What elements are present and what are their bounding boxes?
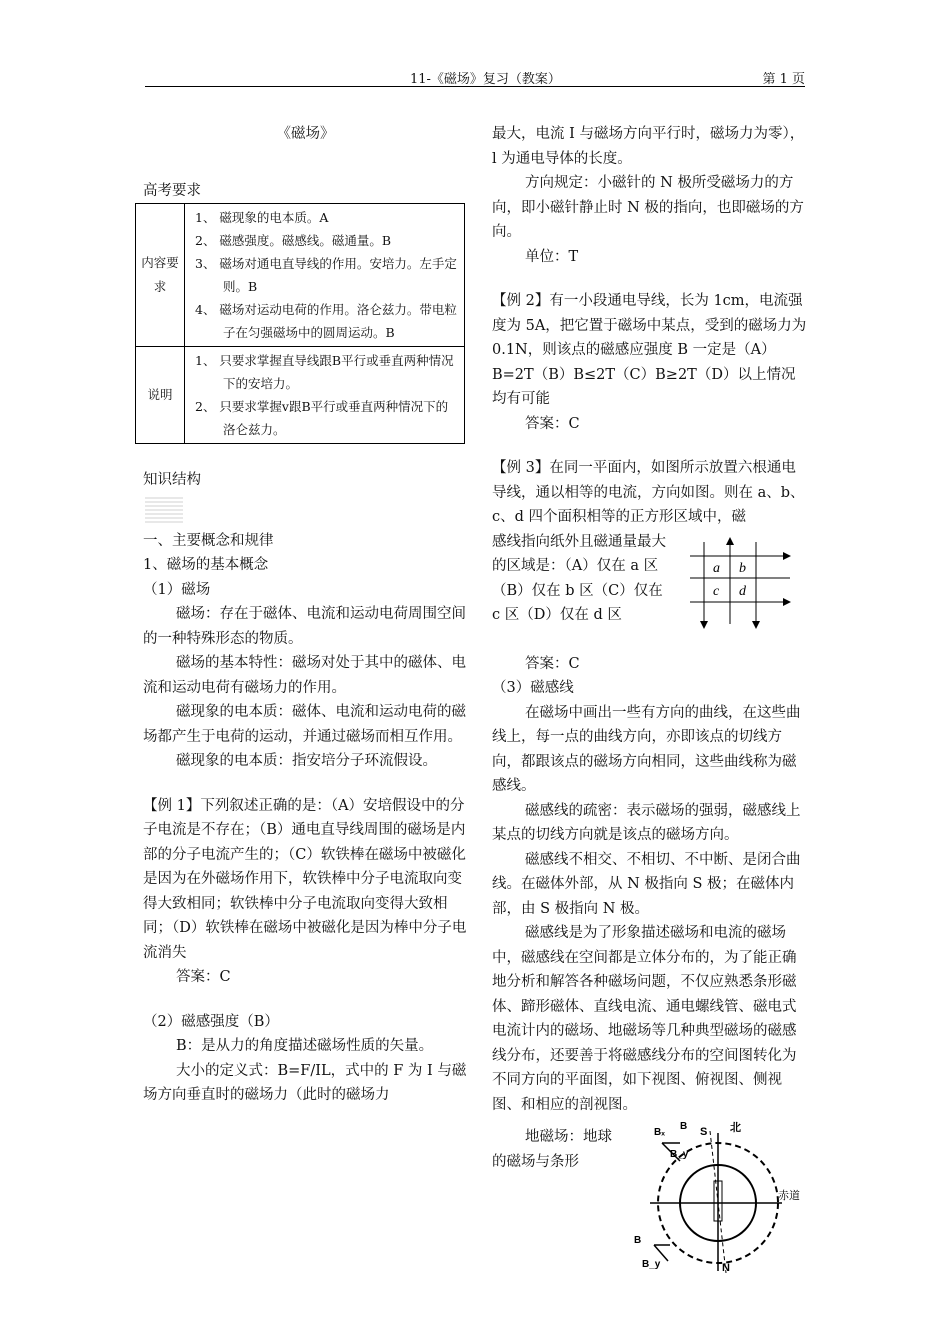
subsection-heading: 1、磁场的基本概念 xyxy=(143,557,269,573)
doc-title: 《磁场》 xyxy=(276,126,335,142)
paragraph: 方向规定：小磁针的 N 极所受磁场力的方向，即小磁针静止时 N 极的指向，也即磁场的方向。 xyxy=(492,175,804,240)
subheading-field: （1）磁场 xyxy=(143,581,211,598)
table-label-content: 内容要求 xyxy=(136,204,185,347)
label-by: B_y xyxy=(642,1259,661,1270)
region-label: d xyxy=(739,583,746,599)
requirements-heading: 高考要求 xyxy=(143,182,201,199)
table-item: 3、 磁场对通电直导线的作用。安培力。左手定则。B xyxy=(195,256,457,294)
region-label: b xyxy=(739,560,746,576)
table-item: 4、 磁场对运动电荷的作用。洛仑兹力。带电粒子在匀强磁场中的圆周运动。B xyxy=(195,302,457,340)
subheading-field-lines: （3）磁感线 xyxy=(492,680,574,696)
label-north: 北 xyxy=(730,1122,741,1134)
label-b: B xyxy=(680,1121,688,1132)
answer-2: 答案：C xyxy=(525,415,580,432)
label-equator: 赤道 xyxy=(778,1190,800,1202)
region-label: c xyxy=(713,583,720,599)
label-bx: Bₓ xyxy=(654,1127,665,1138)
paragraph: 在磁场中画出一些有方向的曲线，在这些曲线上，每一点的曲线方向，亦即该点的切线方向，都跟该点的磁场方向相同，这些曲线称为磁感线。 xyxy=(492,704,801,794)
table-item: 1、 只要求掌握直导线跟B平行或垂直两种情况下的安培力。 xyxy=(195,353,454,391)
answer-3: 答案：C xyxy=(525,655,580,672)
paragraph: 磁场的基本特性：磁场对处于其中的磁体、电流和运动电荷有磁场力的作用。 xyxy=(143,655,466,696)
paragraph: 地磁场：地球的磁场与条形 xyxy=(492,1129,612,1170)
table-label-notes: 说明 xyxy=(136,347,185,444)
wire-grid-figure xyxy=(686,534,798,630)
page-header xyxy=(145,68,805,87)
paragraph: 单位：T xyxy=(525,248,579,265)
example-2: 【例 2】有一小段通电导线，长为 1cm，电流强度为 5A，把它置于磁场中某点，受到的磁场力为 0.1N，则该点的磁感应强度 B 一定是（A）B=2T（B）B≤2T（C）B≥2T（D）以上情况均有可能 xyxy=(492,293,807,407)
table-item: 2、 只要求掌握v跟B平行或垂直两种情况下的洛仑兹力。 xyxy=(195,399,449,437)
example-1: 【例 1】下列叙述正确的是：（A）安培假设中的分子电流是不存在；（B）通电直导线周围的磁场是内部的分子电流产生的；（C）软铁棒在磁场中被磁化是因为在外磁场作用下，软铁棒中分子电流取向变得大致相同；软铁棒中分子电流取向变得大致相同；（D）软铁棒在磁场中被磁化是因为棒中分子电流消失 xyxy=(143,797,467,961)
structure-image-placeholder xyxy=(145,497,183,523)
paragraph: 最大，电流 I 与磁场方向平行时，磁场力为零），l 为通电导体的长度。 xyxy=(492,126,805,167)
earth-magnetic-field-figure xyxy=(632,1121,808,1275)
right-column xyxy=(492,122,808,1275)
paragraph: 磁感线的疏密：表示磁场的强弱，磁感线上某点的切线方向就是该点的磁场方向。 xyxy=(492,802,801,843)
label-n: N xyxy=(722,1262,730,1274)
paragraph: 磁感线不相交、不相切、不中断、是闭合曲线。在磁体外部，从 N 极指向 S 极；在磁体内部，由 S 极指向 N 极。 xyxy=(492,851,801,917)
paragraph: 大小的定义式：B=F/IL，式中的 F 为 I 与磁场方向垂直时的磁场力（此时的磁场力 xyxy=(143,1062,467,1103)
label-by: B_y xyxy=(670,1149,689,1160)
table-item: 2、 磁感强度。磁感线。磁通量。B xyxy=(195,233,392,248)
left-column xyxy=(143,122,468,1108)
paragraph: 磁感线是为了形象描述磁场和电流的磁场中，磁感线在空间都是立体分布的，为了能正确地分析和解答各种磁场问题，不仅应熟悉条形磁体、蹄形磁体、直线电流、通电螺线管、磁电式电流计内的磁场、地磁场等几种典型磁场的磁感线分布，还要善于将磁感线分布的空间图转化为不同方向的平面图，如下视图、俯视图、侧视图、和相应的剖视图。 xyxy=(492,925,797,1113)
region-label: a xyxy=(713,560,720,576)
label-b: B xyxy=(634,1235,642,1246)
paragraph: B：是从力的角度描述磁场性质的矢量。 xyxy=(176,1038,434,1054)
header-page-number: 第 1 页 xyxy=(762,72,805,87)
subheading-b: （2）磁感强度（B） xyxy=(143,1013,279,1030)
paragraph: 磁现象的电本质：指安培分子环流假设。 xyxy=(176,753,437,769)
requirements-table xyxy=(135,203,465,444)
answer-1: 答案：C xyxy=(176,969,231,985)
example-3-intro: 【例 3】在同一平面内，如图所示放置六根通电导线，通以相等的电流，方向如图。则在 a、b、c、d 四个面积相等的正方形区域中，磁 xyxy=(492,460,805,525)
table-item: 1、 磁现象的电本质。A xyxy=(195,210,329,225)
paragraph: 磁场：存在于磁体、电流和运动电荷周围空间的一种特殊形态的物质。 xyxy=(143,606,466,647)
example-3-options: 感线指向纸外且磁通量最大的区域是：（A）仅在 a 区（B）仅在 b 区（C）仅在 c 区（D）仅在 d 区 xyxy=(492,533,666,623)
label-s: S xyxy=(700,1126,708,1138)
header-title: 11-《磁场》复习（教案） xyxy=(410,72,561,87)
knowledge-heading: 知识结构 xyxy=(143,472,201,488)
paragraph: 磁现象的电本质：磁体、电流和运动电荷的磁场都产生于电荷的运动，并通过磁场而相互作用。 xyxy=(143,704,466,745)
section-heading: 一、主要概念和规律 xyxy=(143,532,274,549)
